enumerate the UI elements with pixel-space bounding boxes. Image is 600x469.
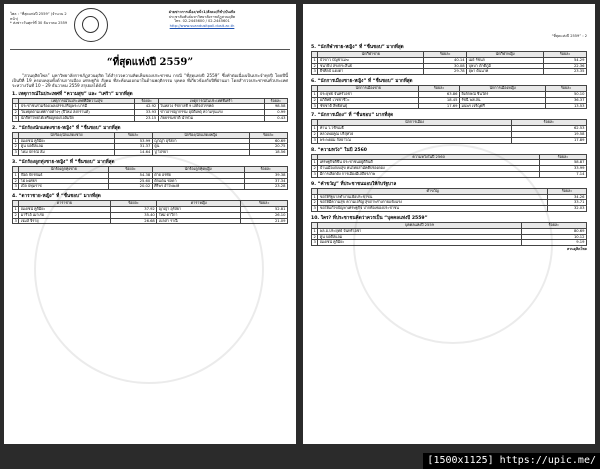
name-cell: เมย์ รัชนก: [467, 57, 544, 63]
results-table: [311, 154, 587, 178]
column-header: ร้อยละ: [547, 188, 586, 194]
table-row: [312, 206, 587, 212]
rank-cell: 3: [313, 240, 316, 245]
column-header: เหตุการณ์ในประเทศที่มีความสุข: [19, 98, 135, 104]
name-cell: วันหยุดตามเทศกาลต่างๆ (ปีใหม่ สงกรานต์): [19, 110, 135, 116]
rank-cell: 1: [313, 160, 316, 165]
column-header: ร้อยละ: [244, 166, 288, 172]
column-header: ร้อยละ: [109, 166, 152, 172]
column-header: นักการเมืองชาย: [318, 86, 419, 92]
percent-cell: 9.19: [521, 240, 586, 246]
source-credit: สวนดุสิตโพล: [566, 247, 587, 252]
name-cell: บัวขาว บัญชาเมฆ: [318, 57, 424, 63]
percent-cell: 37.92: [110, 206, 157, 212]
name-cell: รัชนี พลเสน: [459, 97, 545, 103]
name-cell: เบิ้ล ปทุมราช: [19, 184, 109, 190]
rank-cell: 2: [14, 110, 17, 115]
section-title: 3. “นักร้องลูกทุ่งชาย-หญิง” ที่ “ชื่นชอบ” มากที่สุด: [12, 159, 115, 165]
name-cell: ขอให้รัฐบาลทำงานเพื่อประชาชน: [318, 194, 548, 200]
percent-cell: 62.53: [511, 126, 586, 132]
results-table: [12, 166, 288, 190]
percent-cell: 13.53: [546, 103, 587, 109]
percent-cell: 33.93: [135, 110, 158, 116]
rank-cell: 3: [313, 206, 316, 211]
name-cell: ตั๊กแตน ชลดา: [152, 178, 244, 184]
column-header: ร้อยละ: [114, 132, 152, 138]
column-header: ร้อยละ: [539, 154, 586, 160]
name-cell: ภัยธรรมชาติ น้ำท่วม: [158, 116, 264, 122]
name-cell: ประชาชนร่วมร้องเพลงสรรเสริญพระบารมี: [19, 104, 135, 110]
name-cell: ก๊อต จักรพันธ์: [19, 172, 109, 178]
rank-cell: 2: [313, 63, 316, 68]
name-cell: มีการเลือกตั้ง การเมืองมีเสถียรภาพ: [318, 171, 540, 177]
percent-cell: 80.69: [521, 228, 586, 234]
header-contact: ฝ่ายข่าวการเมือง/หน้า1/สังคม/กีฬา/บันเทิง ประชาสัมพันธ์มหาวิทยาลัยราชภัฏสวนดุสิต โทร. 02-2445600 / 02-2445601 http://www.suandusitpoll.dusit.ac.th: [114, 10, 290, 28]
name-cell: เบลล่า ราณี: [157, 218, 241, 224]
poll-section: [4, 89, 296, 123]
column-header: เหตุการณ์ในประเทศที่เศร้า: [158, 98, 264, 104]
rank-cell: 3: [14, 218, 17, 223]
percent-cell: 7.14: [539, 171, 586, 177]
rank-cell: 2: [313, 131, 316, 136]
poll-page-2: [303, 4, 595, 444]
column-header: ร้อยละ: [135, 98, 158, 104]
column-header: นักร้อง/นักแสดงหญิง: [152, 132, 249, 138]
percent-cell: 20.02: [109, 184, 152, 190]
percent-cell: 30.08: [424, 63, 467, 69]
percent-cell: 10.12: [521, 234, 586, 240]
name-cell: บ้านเมืองสงบสุข คนไทยสามัคคีปรองดอง: [318, 166, 540, 172]
results-table: [12, 98, 288, 122]
rank-cell: 1: [313, 126, 316, 131]
section-title: 5. “นักกีฬาชาย-หญิง” ที่ “ชื่นชอบ” มากที่สุด: [311, 45, 404, 50]
results-table: [12, 132, 288, 156]
name-cell: ณเดชน์ คูกิมิยะ: [19, 138, 114, 144]
column-header: ดาราชาย: [19, 201, 110, 207]
column-header: ร้อยละ: [241, 201, 288, 207]
name-cell: ในหลวง รัชกาลที่ 9 เสด็จสวรรคต: [158, 104, 264, 110]
name-cell: ศิริพร อำไพพงษ์: [152, 184, 244, 190]
column-header: บุคคลแห่งปี 2559: [318, 222, 521, 228]
percent-cell: 40.14: [424, 57, 467, 63]
rank-cell: 2: [313, 97, 316, 102]
name-cell: ข่าวอาชญากรรม อุบัติเหตุ ความรุนแรง: [158, 110, 264, 116]
percent-cell: 54.29: [544, 57, 587, 63]
table-row: [312, 240, 587, 246]
name-cell: มาริโอ้ เมาเร่อ: [19, 212, 110, 218]
percent-cell: 0.99: [264, 110, 287, 116]
percent-cell: 21.09: [241, 218, 288, 224]
name-cell: ชัชชาติ สิทธิพันธุ์: [318, 103, 419, 109]
page-title: “ที่สุดแห่งปี 2559”: [106, 57, 194, 68]
percent-cell: 58.87: [539, 160, 586, 166]
name-cell: ยิ่งลักษณ์ ชินวัตร: [459, 91, 545, 97]
column-header: ร้อยละ: [110, 201, 157, 207]
section-title: 7. “นักการเมือง” ที่ “ชื่นชอบ” มากที่สุด: [311, 113, 394, 119]
rank-cell: 1: [313, 228, 316, 233]
name-cell: ณเดชน์ คูกิมิยะ: [318, 240, 521, 246]
rank-cell: 1: [14, 138, 17, 143]
table-row: [312, 103, 587, 109]
column-header: ความหวังในปี 2560: [318, 154, 540, 160]
percent-cell: 23.28: [244, 184, 288, 190]
website-link[interactable]: http://www.suandusitpoll.dusit.ac.th: [169, 23, 235, 28]
name-cell: ใหม่ ดาวิกา: [157, 212, 241, 218]
percent-cell: 39.38: [244, 172, 288, 178]
name-cell: เศรษฐกิจดีขึ้น ประชาชนอยู่ดีกินดี: [318, 160, 540, 166]
percent-cell: 18.45: [419, 97, 460, 103]
percent-cell: 60.69: [249, 138, 287, 144]
percent-cell: 98.58: [264, 104, 287, 110]
percent-cell: 63.86: [419, 91, 460, 97]
section-title: 2. “นักร้องนักแสดงชาย-หญิง” ที่ “ชื่นชอบ” มากที่สุด: [12, 125, 121, 131]
header-left-info: โพล : “ที่สุดแห่งปี 2559” (จำนวน 2 หน้า) * ส่งข่าววันศุกร์ที่ 30 ธันวาคม 2559: [10, 12, 68, 26]
rank-cell: 3: [14, 184, 17, 189]
name-cell: นักกีฬาไทยได้เหรียญทองโอลิมปิก: [19, 116, 135, 122]
name-cell: ธีรศิลป์ แดงดา: [318, 69, 424, 75]
name-cell: พระพยอม กัลยาโณ: [318, 137, 511, 143]
results-table: [12, 200, 288, 224]
rank-cell: 1: [313, 91, 316, 96]
page2-sections: [303, 42, 595, 247]
university-logo: [74, 8, 108, 42]
name-cell: ปู ไปรยา: [152, 150, 249, 156]
name-cell: ณเดชน์ คูกิมิยะ: [19, 206, 110, 212]
rank-cell: 2: [14, 178, 17, 183]
rank-cell: 2: [313, 234, 316, 239]
rank-cell: 3: [14, 116, 17, 120]
page-number: “ที่สุดแห่งปี 2559” : 2: [551, 34, 587, 38]
percent-cell: 26.68: [110, 218, 157, 224]
percent-cell: 34.26: [547, 194, 586, 200]
image-size-badge: [1500x1125] https://upic.me/: [423, 453, 600, 469]
rank-cell: 1: [14, 206, 17, 211]
rank-cell: 3: [313, 103, 316, 108]
rank-cell: 1: [14, 104, 17, 109]
rank-cell: 2: [313, 200, 316, 205]
column-header: นักกีฬาชาย: [318, 52, 424, 58]
results-table: [311, 51, 587, 75]
results-table: [311, 222, 587, 246]
poll-section: [4, 191, 296, 225]
name-cell: พล.อ.ประยุทธ์ จันทร์โอชา: [318, 228, 521, 234]
poll-page-1: [4, 4, 296, 444]
percent-cell: 54.38: [109, 172, 152, 178]
percent-cell: 20.75: [249, 144, 287, 150]
page-header: [4, 4, 296, 48]
name-cell: มนพร เจริญศรี: [459, 103, 545, 109]
column-header: นักการเมืองหญิง: [459, 86, 545, 92]
table-row: [13, 184, 288, 190]
divider: [10, 49, 290, 50]
table-row: [312, 137, 587, 143]
percent-cell: 14.64: [114, 150, 152, 156]
results-table: [311, 85, 587, 109]
rank-cell: 1: [313, 57, 316, 62]
table-row: [13, 218, 288, 224]
rank-cell: 2: [313, 166, 316, 171]
percent-cell: 33.99: [539, 166, 586, 172]
percent-cell: 35.40: [110, 212, 157, 218]
table-row: [13, 150, 288, 156]
percent-cell: 25.60: [109, 178, 152, 184]
percent-cell: 33.71: [547, 200, 586, 206]
name-cell: ต่าย อรทัย: [152, 172, 244, 178]
poll-section: [4, 157, 296, 191]
section-title: 1. เหตุการณ์ในประเทศที่ “ความสุข” และ “เศร้า” มากที่สุด: [12, 91, 133, 97]
percent-cell: 31.37: [114, 144, 152, 150]
column-header: ร้อยละ: [544, 52, 587, 58]
poll-section: [303, 145, 595, 179]
results-table: [311, 188, 587, 212]
name-cell: ท่าน ว.วชิรเมธี: [318, 126, 511, 132]
section-title: 6. “นักการเมืองชาย-หญิง” ที่ “ชื่นชอบ” มากที่สุด: [311, 79, 413, 85]
name-cell: ยุพา ตั๊นนาค: [467, 69, 544, 75]
column-header: นักการเมือง: [318, 120, 511, 126]
column-header: นักร้อง/นักแสดงชาย: [19, 132, 114, 138]
poll-section: [303, 213, 595, 247]
poll-section: [303, 179, 595, 213]
percent-cell: 17.89: [511, 137, 586, 143]
rank-cell: 3: [14, 150, 17, 155]
section-title: 9. “คำขวัญ” ที่ประชาชนมอบให้กับรัฐบาล: [311, 181, 397, 187]
name-cell: อภิสิทธิ์ เวชชาชีวะ: [318, 97, 419, 103]
percent-cell: 29.78: [424, 69, 467, 75]
column-header: ร้อยละ: [419, 86, 460, 92]
name-cell: หลวงพ่อคูณ ปริสุทโธ: [318, 131, 511, 137]
column-header: ดาราหญิง: [157, 201, 241, 207]
rank-cell: 3: [313, 137, 316, 142]
column-header: ร้อยละ: [511, 120, 586, 126]
percent-cell: 37.34: [244, 178, 288, 184]
percent-cell: 53.99: [114, 138, 152, 144]
name-cell: ไผ่ พงศธร: [19, 178, 109, 184]
poll-section: [303, 42, 595, 76]
percent-cell: 50.10: [546, 91, 587, 97]
percent-cell: 19.58: [511, 131, 586, 137]
column-header: นักกีฬาหญิง: [467, 52, 544, 58]
name-cell: ตูน บอดี้สแลม: [19, 144, 114, 150]
percent-cell: 18.56: [249, 150, 287, 156]
name-cell: ญาญ่า อุรัสยา: [152, 138, 249, 144]
name-cell: ญาญ่า อุรัสยา: [157, 206, 241, 212]
percent-cell: 26.10: [241, 212, 288, 218]
percent-cell: 22.36: [544, 63, 587, 69]
percent-cell: 17.69: [419, 103, 460, 109]
page1-sections: [4, 89, 296, 226]
poll-section: [303, 76, 595, 110]
column-header: ร้อยละ: [424, 52, 467, 58]
column-header: ร้อยละ: [546, 86, 587, 92]
name-cell: ตูน บอดี้สแลม: [318, 234, 521, 240]
poll-section: [4, 123, 296, 157]
percent-cell: 32.03: [547, 206, 586, 212]
name-cell: ขอให้แก้ไขปัญหาเศรษฐกิจ ปากท้องของประชาชน: [318, 206, 548, 212]
rank-cell: 2: [14, 144, 17, 149]
poll-section: [303, 110, 595, 144]
column-header: ร้อยละ: [264, 98, 287, 104]
column-header: นักร้องลูกทุ่งชาย: [19, 166, 109, 172]
rank-cell: 1: [313, 194, 316, 199]
percent-cell: 36.37: [546, 97, 587, 103]
name-cell: ประยุทธ์ จันทร์โอชา: [318, 91, 419, 97]
rank-cell: 2: [14, 212, 17, 217]
percent-cell: 52.81: [241, 206, 288, 212]
name-cell: ตูน: [152, 144, 249, 150]
column-header: ร้อยละ: [249, 132, 287, 138]
column-header: คำขวัญ: [318, 188, 548, 194]
percent-cell: 23.15: [135, 116, 158, 122]
percent-cell: 0.43: [264, 116, 287, 122]
name-cell: ขอให้มีความสุข ความเจริญ สุขภาพร่างกายแข็งแรง: [318, 200, 548, 206]
name-cell: เจมส์ จิรายุ: [19, 218, 110, 224]
results-table: [311, 119, 587, 143]
percent-cell: 23.35: [544, 69, 587, 75]
table-row: [312, 69, 587, 75]
section-title: 8. “ความหวัง” ในปี 2560: [311, 147, 367, 153]
intro-paragraph: “สวนดุสิตโพล” มหาวิทยาลัยราชภัฏสวนดุสิต ได้สำรวจความคิดเห็นของประชาชน กรณี “ที่สุดแห่งปี 2559” ซึ่งทำต่อเนื่องเป็นประจำทุกปี โดยปีนี้เป็นปีที่ 19 ครอบคลุมทั้งด้านการเมือง เศรษฐกิจ สังคม ที่สะท้อนออกมาในด้านพฤติกรรม บุคคล ที่เกี่ยวข้องกับปีที่ผ่านมา โดยสำรวจประชาชนทั่วประเทศ ระหว่างวันที่ 10 – 29 ธันวาคม 2559 สรุปผลได้ดังนี้: [12, 73, 288, 89]
percent-cell: 42.92: [135, 104, 158, 110]
rank-cell: 3: [313, 69, 316, 74]
section-title: 10. ใคร? ที่ประชาชนคิดว่าควรเป็น “บุคคลแห่งปี 2559”: [311, 215, 428, 221]
table-row: [13, 116, 288, 122]
rank-cell: 1: [14, 172, 17, 177]
name-cell: ชนาธิป สรงกระสินธ์: [318, 63, 424, 69]
name-cell: บุษบา ภักดีภูมิ: [467, 63, 544, 69]
table-row: [312, 171, 587, 177]
name-cell: โดม ปกรณ์ ลัม: [19, 150, 114, 156]
rank-cell: 3: [313, 171, 316, 176]
section-title: 4. “ดาราชาย-หญิง” ที่ “ชื่นชอบ” มากที่สุด: [12, 194, 101, 200]
column-header: ร้อยละ: [521, 222, 586, 228]
column-header: นักร้องลูกทุ่งหญิง: [152, 166, 244, 172]
